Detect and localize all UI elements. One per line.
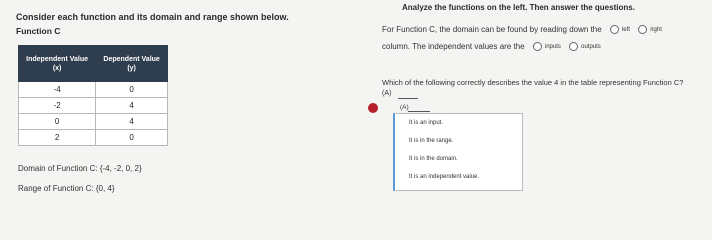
- table-cell: 0: [96, 130, 168, 146]
- dropdown-option[interactable]: It is in the range.: [409, 138, 454, 144]
- radio-right[interactable]: [638, 25, 647, 34]
- table-cell: 4: [96, 114, 168, 130]
- question-2-text: Which of the following correctly describes the value 4 in the table representing Function C?: [382, 78, 684, 87]
- answer-blank[interactable]: [398, 98, 418, 99]
- header-independent: Independent Value (x): [19, 46, 96, 82]
- answer-dropdown-menu[interactable]: [393, 113, 523, 191]
- function-table: [18, 45, 168, 146]
- dropdown-option[interactable]: It is an input.: [409, 120, 444, 126]
- table-cell: 0: [96, 82, 168, 98]
- left-instruction: Consider each function and its domain and range shown below.: [16, 12, 289, 22]
- table-header-row: [19, 46, 168, 82]
- table-cell: -4: [19, 82, 96, 98]
- table-cell: 4: [96, 98, 168, 114]
- right-instruction: Analyze the functions on the left. Then answer the questions.: [402, 3, 635, 12]
- radio-right-label: right: [650, 26, 662, 33]
- table-cell: -2: [19, 98, 96, 114]
- question-1-text: For Function C, the domain can be found by reading down the: [382, 25, 602, 34]
- question-1-line-2: [382, 42, 601, 51]
- function-label: Function C: [16, 26, 61, 36]
- radio-outputs[interactable]: [569, 42, 578, 51]
- question-1-text-2: column. The independent values are the: [382, 42, 525, 51]
- answer-prefix: (A): [382, 90, 392, 97]
- radio-left-label: left: [621, 26, 630, 33]
- header-dependent: Dependent Value (y): [96, 46, 168, 82]
- table-row: [19, 82, 168, 98]
- table-cell: 0: [19, 114, 96, 130]
- table-row: [19, 98, 168, 114]
- radio-inputs-label: inputs: [544, 43, 561, 50]
- dropdown-option[interactable]: It is an independent value.: [409, 174, 480, 180]
- dropdown-prefix: (A): [400, 104, 409, 111]
- dropdown-option[interactable]: It is in the domain.: [409, 156, 458, 162]
- table-cell: 2: [19, 130, 96, 146]
- domain-text: Domain of Function C: {-4, -2, 0, 2}: [18, 164, 142, 173]
- radio-inputs[interactable]: [533, 42, 542, 51]
- question-1-line-1: [382, 25, 662, 34]
- table-row: [19, 114, 168, 130]
- radio-outputs-label: outputs: [581, 43, 601, 50]
- radio-left[interactable]: [610, 25, 619, 34]
- dropdown-blank[interactable]: [408, 111, 430, 112]
- table-row: [19, 130, 168, 146]
- range-text: Range of Function C: {0, 4}: [18, 184, 115, 193]
- dropdown-toggle-icon[interactable]: [368, 103, 378, 113]
